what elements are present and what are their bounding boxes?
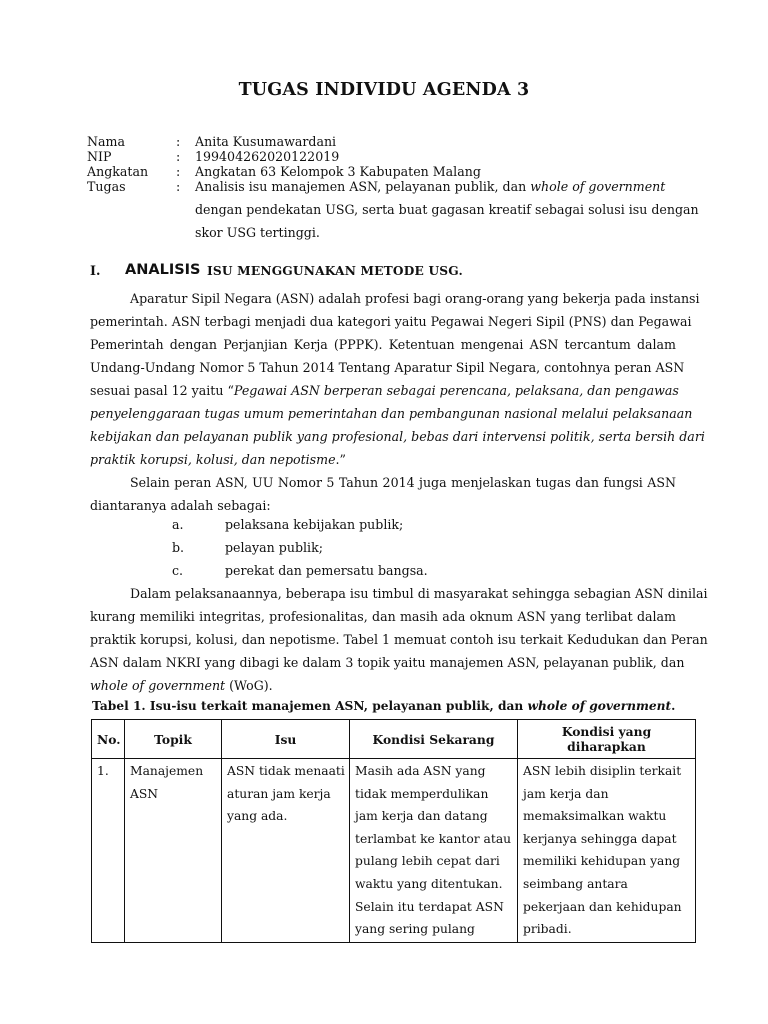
paragraph-asn-definition — [90, 287, 705, 471]
paragraph-line: kurang memiliki integritas, profesionalitas, dan masih ada oknum ASN yang terlibat dalam — [90, 609, 676, 624]
header-isu: Isu — [222, 720, 350, 759]
angkatan-label: Angkatan — [87, 164, 149, 179]
header-topik: Topik — [125, 720, 222, 759]
paragraph-line: Aparatur Sipil Negara (ASN) adalah profesi bagi orang-orang yang bekerja pada instansi — [130, 291, 700, 306]
table-header-row — [92, 720, 696, 759]
cell-topik — [125, 759, 222, 943]
cell-line: waktu yang ditentukan. — [355, 876, 503, 891]
header-kondisi-sekarang: Kondisi Sekarang — [350, 720, 518, 759]
quote-text: Pegawai ASN berperan sebagai perencana, pelaksana, dan pengawas — [233, 383, 679, 398]
tugas-label: Tugas — [87, 179, 126, 194]
paragraph-line: Undang-Undang Nomor 5 Tahun 2014 Tentang Aparatur Sipil Negara, contohnya peran ASN — [90, 360, 685, 375]
cell-line: pekerjaan dan kehidupan — [523, 899, 682, 914]
quote-line: penyelenggaraan tugas umum pemerintahan dan pembangunan nasional melalui pelaksanaan — [90, 406, 693, 421]
table-row — [92, 759, 696, 943]
quote-text: praktik korupsi, kolusi, dan nepotisme — [90, 452, 336, 467]
tugas-line-3: skor USG tertinggi. — [195, 225, 320, 240]
cell-line: jam kerja dan — [523, 786, 609, 801]
tugas-colon: : — [176, 179, 181, 194]
cell-line: tidak memperdulikan — [355, 786, 489, 801]
paragraph-line — [90, 448, 676, 471]
cell-line: yang sering pulang — [355, 922, 475, 937]
cell-kondisi-diharapkan — [518, 759, 696, 943]
cell-line: Selain itu terdapat ASN — [355, 899, 504, 914]
paragraph-line — [90, 379, 679, 402]
cell-line: Masih ada ASN yang — [355, 764, 486, 778]
paragraph-line: Selain peran ASN, UU Nomor 5 Tahun 2014 juga menjelaskan tugas dan fungsi ASN — [130, 475, 676, 490]
cell-line: memaksimalkan waktu — [523, 809, 667, 824]
list-item-text: pelayan publik; — [225, 540, 323, 555]
cell-isu — [222, 759, 350, 943]
header-kondisi-diharapkan-line-2: diharapkan — [567, 739, 646, 754]
paragraph-emphasis: whole of government — [90, 678, 226, 693]
nip-colon: : — [176, 149, 181, 164]
cell-line: terlambat ke kantor atau — [355, 831, 512, 846]
paragraph-line: Pemerintah dengan Perjanjian Kerja (PPPK). Ketentuan mengenai ASN tercantum dalam — [90, 337, 676, 352]
table-caption-text: Tabel 1. Isu-isu terkait manajemen ASN, pelayanan publik, dan — [92, 699, 528, 713]
paragraph-line: pemerintah. ASN terbagi menjadi dua kategori yaitu Pegawai Negeri Sipil (PNS) dan Pegawai — [90, 314, 692, 329]
paragraph-issues — [90, 582, 708, 697]
paragraph-line: Dalam pelaksanaannya, beberapa isu timbul di masyarakat sehingga sebagian ASN dinilai — [130, 586, 708, 601]
paragraph-line-text: (WoG). — [225, 678, 273, 693]
issues-table — [91, 719, 696, 943]
header-kondisi-diharapkan-line-1: Kondisi yang — [561, 724, 652, 739]
cell-line: pulang lebih cepat dari — [355, 854, 500, 869]
section-heading-rest: ISU MENGGUNAKAN METODE USG. — [207, 264, 463, 278]
section-number: I. — [90, 264, 101, 279]
paragraph-line: diantaranya adalah sebagai: — [90, 498, 271, 513]
header-kondisi-diharapkan — [518, 720, 696, 759]
cell-line: kerjanya sehingga dapat — [523, 831, 677, 846]
section-heading-lead: ANALISIS — [125, 262, 201, 278]
cell-line: yang ada. — [227, 809, 288, 824]
nip-value: 199404262020122019 — [195, 149, 340, 164]
table-caption — [92, 699, 675, 713]
list-marker: b. — [172, 540, 185, 555]
cell-line: jam kerja dan datang — [355, 809, 488, 824]
cell-no: 1. — [92, 759, 125, 943]
cell-line: ASN tidak menaati — [227, 764, 345, 778]
quote-close: .” — [335, 452, 346, 467]
table-caption-end: . — [671, 699, 676, 713]
cell-kondisi-sekarang — [350, 759, 518, 943]
paragraph-line: praktik korupsi, kolusi, dan nepotisme. Tabel 1 memuat contoh isu terkait Kedudukan dan Peran — [90, 632, 708, 647]
tugas-line-1 — [195, 179, 665, 194]
list-item-text: perekat dan pemersatu bangsa. — [225, 563, 428, 578]
list-item-text: pelaksana kebijakan publik; — [225, 517, 404, 532]
cell-line: memiliki kehidupan yang — [523, 854, 681, 869]
list-marker: a. — [172, 517, 184, 532]
nama-label: Nama — [87, 134, 125, 149]
paragraph-line: ASN dalam NKRI yang dibagi ke dalam 3 topik yaitu manajemen ASN, pelayanan publik, dan — [90, 655, 685, 670]
cell-line: ASN lebih disiplin terkait — [523, 764, 682, 778]
angkatan-value: Angkatan 63 Kelompok 3 Kabupaten Malang — [195, 164, 481, 179]
table-caption-emphasis: whole of government — [527, 699, 672, 713]
quote-line: kebijakan dan pelayanan publik yang profesional, bebas dari intervensi politik, serta bersih dari — [90, 429, 705, 444]
nip-label: NIP — [87, 149, 112, 164]
nama-colon: : — [176, 134, 181, 149]
cell-line: pribadi. — [523, 922, 572, 937]
tugas-line-1-text: Analisis isu manajemen ASN, pelayanan publik, dan — [195, 179, 531, 194]
cell-line: aturan jam kerja — [227, 786, 331, 801]
cell-line: Manajemen — [130, 764, 204, 778]
angkatan-colon: : — [176, 164, 181, 179]
tugas-line-1-emphasis: whole of government — [530, 179, 666, 194]
document-title: TUGAS INDIVIDU AGENDA 3 — [238, 80, 530, 100]
paragraph-line-text: sesuai pasal 12 yaitu “ — [90, 383, 234, 398]
paragraph-line — [90, 674, 676, 697]
paragraph-asn-functions — [90, 471, 676, 517]
nama-value: Anita Kusumawardani — [195, 134, 337, 149]
cell-line: seimbang antara — [523, 876, 628, 891]
tugas-line-2: dengan pendekatan USG, serta buat gagasan kreatif sebagai solusi isu dengan — [195, 202, 699, 217]
header-no: No. — [92, 720, 125, 759]
cell-line: ASN — [130, 786, 159, 801]
list-marker: c. — [172, 563, 184, 578]
